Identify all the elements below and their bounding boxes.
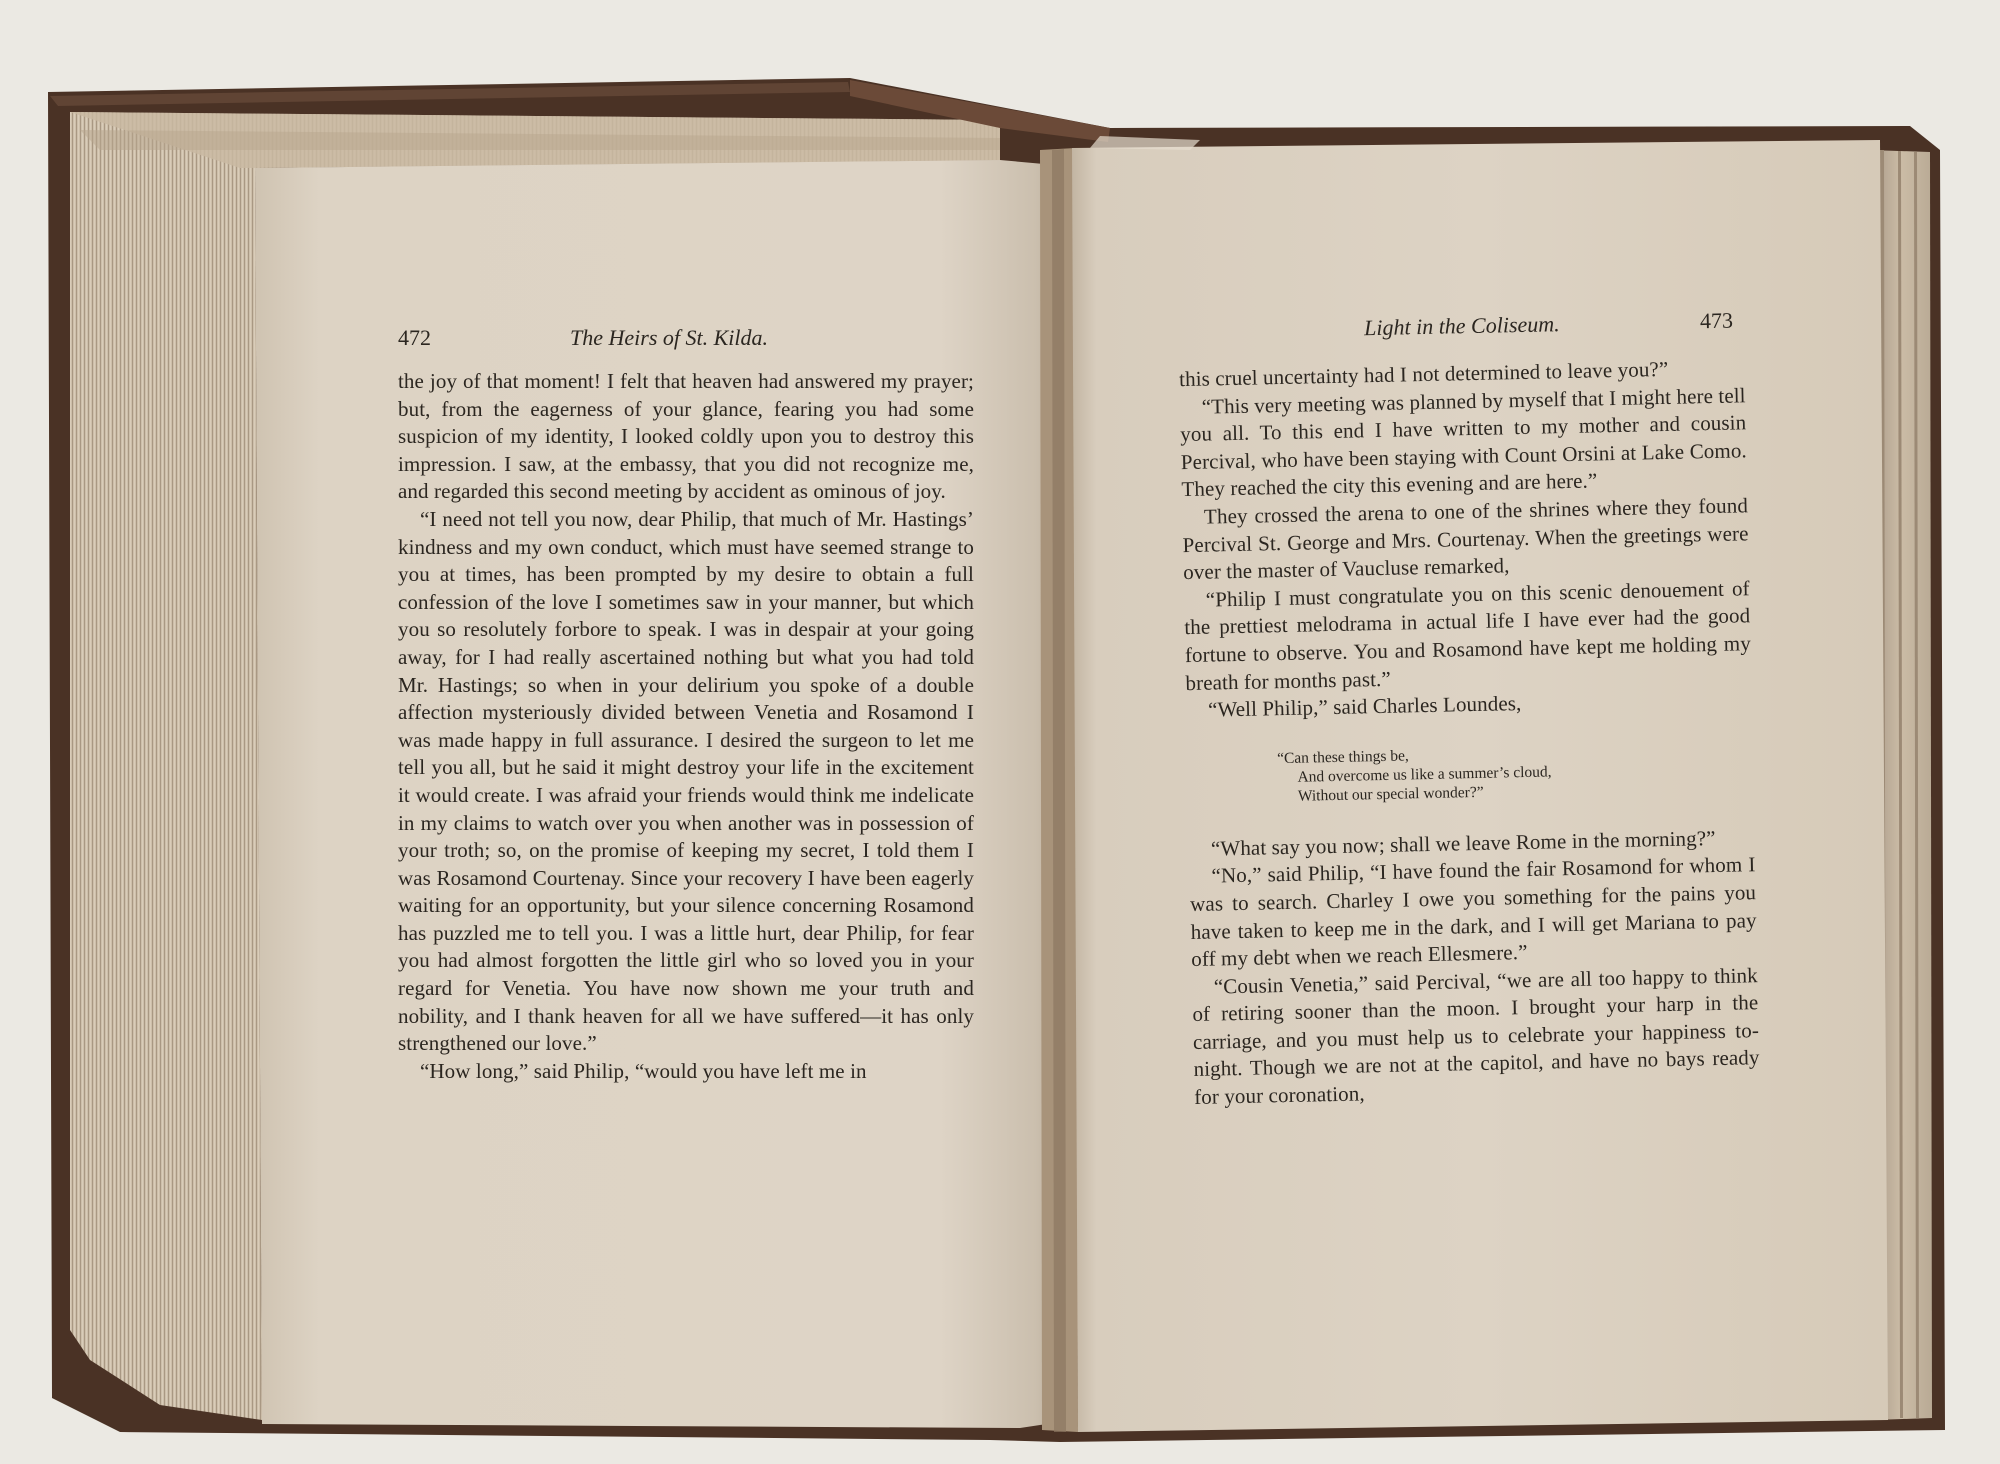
poem-quote: [1187, 739, 1754, 808]
paragraph: this cruel uncertainty had I not determined to leave you?”: [1178, 356, 1669, 392]
paragraph: “Cousin Venetia,” said Percival, “we are all too happy to think of retiring sooner than the moon. I brought your harp in the carriage, and you must help us to celebrate your happiness to-night. Though we are not at the capitol, and have no bays ready for your coronation,: [1192, 962, 1760, 1110]
paragraph: “Philip I must congratulate you on this scenic denouement of the prettiest melodrama in actual life I have ever had the good fortune to observe. You and Rosamond have kept me holding my breath for months past.”: [1184, 575, 1752, 695]
page-number: 472: [398, 325, 431, 350]
poem-line: And overcome us like a summer’s cloud,: [1297, 763, 1552, 786]
paragraph: “No,” said Philip, “I have found the fair Rosamond for whom I was to search. Charley I owe you something for the pains you have taken to keep me in the dark, and I will get Mariana to pay off my debt when we reach Ellesmere.”: [1189, 852, 1757, 972]
paragraph: the joy of that moment! I felt that heaven had answered my prayer; but, from the eagerness of your glance, fearing you had some suspicion of my identity, I looked coldly upon you to destroy this impression. I saw, at the embassy, that you did not recognize me, and regarded this second meeting by accident as ominous of joy.: [398, 369, 974, 504]
running-title: Light in the Coliseum.: [1363, 311, 1560, 341]
paragraph: They crossed the arena to one of the shrines where they found Percival St. George and Mrs. Courtenay. When the greetings were over the master of Vaucluse remarked,: [1182, 493, 1749, 585]
poem-line: “Can these things be,: [1276, 747, 1409, 767]
poem-line: Without our special wonder?”: [1297, 783, 1484, 805]
right-page-text: [1179, 354, 1760, 1111]
left-page: [250, 170, 1060, 1420]
right-page: [1064, 140, 1890, 1426]
right-page-header: [1068, 305, 1869, 362]
page-number: 473: [1699, 307, 1734, 334]
paragraph: “This very meeting was planned by myself that I might here tell you all. To this end I have written to my mother and cousin Percival, who have been staying with Count Orsini at Lake Como. They reached the city this evening and are here.”: [1180, 382, 1747, 502]
paragraph: “Well Philip,” said Charles Loundes,: [1207, 691, 1522, 722]
running-title: The Heirs of St. Kilda.: [570, 325, 769, 350]
paragraph: “How long,” said Philip, “would you have left me in: [420, 1058, 867, 1083]
left-page-header: [250, 325, 1060, 365]
paragraph: “What say you now; shall we leave Rome in the morning?”: [1210, 825, 1716, 861]
paragraph: “I need not tell you now, dear Philip, that much of Mr. Hastings’ kindness and my own conduct, which must have seemed strange to you at times, has been prompted by my desire to obtain a full confession of the love I sometimes saw in your manner, but which you so resolutely forbore to speak. I was in despair at your going away, for I had really ascertained nothing but what you had told Mr. Hastings; so when in your delirium you spoke of a double affection mysteriously divided between Venetia and Rosamond I was made happy in full assurance. I desired the surgeon to let me tell you all, but he said it might destroy your life in the excitement it would create. I was afraid your friends would think me indelicate in my claims to watch over you when another was in possession of your troth; so, on the promise of keeping my secret, I told them I was Rosamond Courtenay. Since your recovery I have been eagerly waiting for an opportunity, but your silence concerning Rosamond has puzzled me to tell you. I was a little hurt, dear Philip, for fear you had almost forgotten the little girl who so loved you in your regard for Venetia. You have now shown me your truth and nobility, and I thank heaven for all we have suffered—it has only strengthened our love.”: [398, 506, 974, 1056]
left-page-text: [398, 368, 974, 1085]
